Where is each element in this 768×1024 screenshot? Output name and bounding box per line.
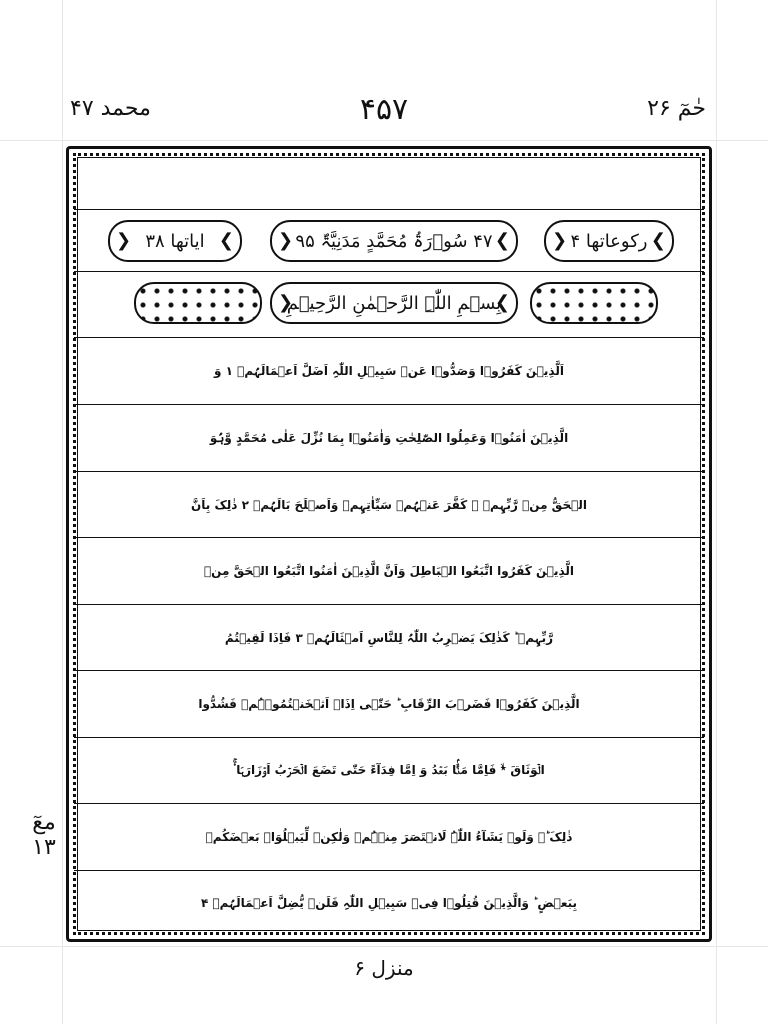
verse-line xyxy=(74,671,704,738)
verse-line xyxy=(74,605,704,671)
ruku-count: ❮ رکوعاتھا ۴ xyxy=(570,230,648,252)
bismillah-row xyxy=(74,272,704,338)
surah-name: ❮ ۴۷ سُوۡرَۃُ مُحَمَّدٍ مَدَنِیَّۃٌ ۹۵ xyxy=(295,230,493,252)
ornament-left xyxy=(134,282,262,324)
ayat-count-cartouche xyxy=(108,220,242,262)
verse-line-text: الۡوَثَاقَ ٭ۙ فَاِمَّا مَنًّۢا بَعۡدُ وَ اِمَّا فِدَآءً حَتّٰی تَضَعَ الۡحَرۡبُ اَوۡزَارَہَا ۟ۚ xyxy=(233,763,545,777)
verse-line-text: اَلَّذِیۡنَ کَفَرُوۡا وَصَدُّوۡا عَنۡ سَبِیۡلِ اللّٰہِ اَضَلَّ اَعۡمَالَہُمۡ ۱ وَ xyxy=(214,364,564,378)
page-number: ۴۵۷ xyxy=(359,92,409,127)
verse-line-text: الۡحَقُّ مِنۡ رَّبِّہِمۡ ۙ کَفَّرَ عَنۡہُمۡ سَیِّاٰتِہِمۡ وَاَصۡلَحَ بَالَہُمۡ ۲ ذٰلِکَ بِاَنَّ xyxy=(191,497,587,512)
page-guide-right xyxy=(716,0,717,1024)
verse-line xyxy=(74,538,704,605)
page-guide-left xyxy=(62,0,63,1024)
ruku-margin-marker: معٓ ۱۳ xyxy=(32,810,56,860)
bismillah-text: ❮ بِسۡمِ اللّٰہِ الرَّحۡمٰنِ الرَّحِیۡمِ xyxy=(286,292,502,314)
surah-name-cartouche xyxy=(270,220,518,262)
ayat-count: ❮ ایاتھا ۳۸ xyxy=(145,230,205,252)
verse-line-text: الَّذِیۡنَ اٰمَنُوۡا وَعَمِلُوا الصّٰلِحٰتِ وَاٰمَنُوۡا بِمَا نُزِّلَ عَلٰی مُحَمَّدٍ وَّہُوَ xyxy=(209,431,569,445)
verse-line xyxy=(74,804,704,871)
bismillah-cartouche xyxy=(270,282,518,324)
page-guide-top xyxy=(0,140,768,141)
verse-line xyxy=(74,338,704,405)
verse-line xyxy=(74,405,704,472)
verse-line xyxy=(74,738,704,804)
verse-line-text: بِبَعۡضٍ ؕ وَالَّذِیۡنَ قُتِلُوۡا فِیۡ سَبِیۡلِ اللّٰہِ فَلَنۡ یُّضِلَّ اَعۡمَالَہُمۡ ۴ xyxy=(200,895,578,910)
verse-line-text: الَّذِیۡنَ کَفَرُوا اتَّبَعُوا الۡبَاطِلَ وَاَنَّ الَّذِیۡنَ اٰمَنُوا اتَّبَعُوا الۡحَقَّ مِنۡ xyxy=(203,564,575,578)
ruku-count-cartouche xyxy=(544,220,674,262)
surah-info-row xyxy=(74,210,704,272)
verse-line-text: ذٰلِکَ ؕۛ وَلَوۡ یَشَآءُ اللّٰہُ لَانۡتَصَرَ مِنۡہُمۡ وَلٰکِنۡ لِّیَبۡلُوَا۠ بَعۡضَکُمۡ xyxy=(205,830,573,844)
verse-line-text: رَّبِّہِمۡ ؕ کَذٰلِکَ یَضۡرِبُ اللّٰہُ لِلنَّاسِ اَمۡثَالَہُمۡ ۳ فَاِذَا لَقِیۡتُمُ xyxy=(224,630,554,645)
empty-top-row xyxy=(74,154,704,210)
header-surah-label: محمد ۴۷ xyxy=(70,96,151,121)
verse-line xyxy=(74,871,704,934)
header-juz-label: حٰمٓ ۲۶ xyxy=(647,96,706,121)
ornament-right xyxy=(530,282,658,324)
page-guide-bottom xyxy=(0,946,768,947)
verse-line-text: الَّذِیۡنَ کَفَرُوۡا فَضَرۡبَ الرِّقَابِ ؕ حَتّٰۤی اِذَاۤ اَثۡخَنۡتُمُوۡہُمۡ فَشُدُّوا xyxy=(198,697,580,711)
verse-line xyxy=(74,472,704,538)
manzil-footer: منزل ۶ xyxy=(354,956,414,980)
